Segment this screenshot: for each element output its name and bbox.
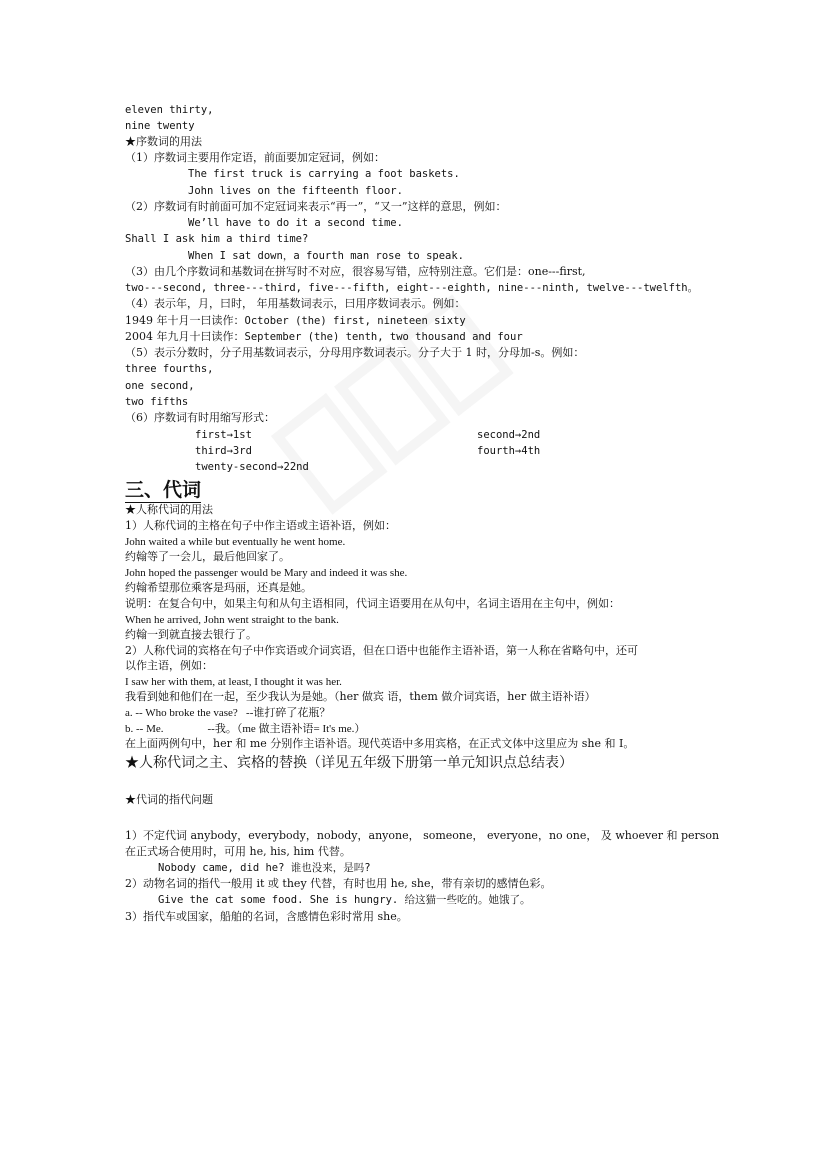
abbreviation-item: first→1st: [195, 429, 252, 441]
example-line: Give the cat some food. She is hungry. 给这猫一些吃的。她饿了。: [158, 894, 531, 906]
section-title-personal-pronouns: ★人称代词的用法: [125, 503, 213, 516]
abbreviation-item: fourth→4th: [477, 445, 541, 457]
text-line: nine twenty: [125, 120, 195, 132]
example-line: three fourths,: [125, 363, 214, 375]
text-line: 说明：在复合句中，如果主句和从句主语相同，代词主语要用在从句中，名词主语用在主句中，例如：: [125, 597, 620, 610]
text-line: eleven thirty,: [125, 104, 214, 116]
example-line: We’ll have to do it a second time.: [188, 217, 403, 229]
text-line: 1）人称代词的主格在句子中作主语或主语补语，例如：: [125, 519, 396, 532]
example-line: Shall I ask him a third time?: [125, 233, 309, 245]
translation-line: 约翰等了一会儿，最后他回家了。: [125, 550, 290, 563]
text-line: （3）由几个序数词和基数词在拼写时不对应，很容易写错，应特别注意。它们是：one---first,: [125, 265, 586, 278]
translation-line: 约翰希望那位乘客是玛丽，还真是她。: [125, 581, 312, 594]
date-label: 1949 年十月一曰读作：: [125, 314, 245, 327]
date-label: 2004 年九月十曰读作：: [125, 330, 245, 343]
example-line: I saw her with them, at least, I thought it was her.: [125, 676, 342, 688]
text-line: 2）动物名词的指代一般用 it 或 they 代替，有时也用 he, she，带有亲切的感情色彩。: [125, 877, 552, 890]
abbreviation-item: second→2nd: [477, 429, 541, 441]
translation-line: 我看到她和他们在一起，至少我认为是她。（her 做宾 语，them 做介词宾语，her 做主语补语）: [125, 690, 596, 703]
example-line: one second,: [125, 380, 195, 392]
abbreviation-item: third→3rd: [195, 445, 252, 457]
example-line: Nobody came, did he? 谁也没来，是吗?: [158, 862, 371, 874]
text-line: [125, 314, 466, 328]
example-line: b. -- Me. --我。（me 做主语补语= It's me.）: [125, 723, 366, 735]
example-line: a. -- Who broke the vase? --谁打碎了花瓶？: [125, 707, 331, 719]
section-title-case-replacement: ★人称代词之主、宾格的替换（详见五年级下册第一单元知识点总结表）: [125, 755, 573, 771]
example-line: John lives on the fifteenth floor.: [188, 185, 403, 197]
text-line: [125, 330, 523, 344]
text-line: （2）序数词有时前面可加不定冠词来表示“再一”，“又一”这样的意思，例如：: [125, 200, 507, 213]
date-reading: September (the) tenth, two thousand and four: [244, 331, 523, 343]
example-line: John hoped the passenger would be Mary and indeed it was she.: [125, 567, 408, 579]
text-line: 在上面两例句中，her 和 me 分别作主语补语。现代英语中多用宾格，在正式文体中这里应为 she 和 I。: [125, 737, 635, 750]
section-title-ordinal-usage: ★序数词的用法: [125, 135, 202, 148]
text-line: 1）不定代词 anybody，everybody，nobody，anyone， someone， everyone，no one， 及 whoever 和 person: [125, 829, 720, 842]
text-line: 3）指代车或国家，船舶的名词，含感情色彩时常用 she。: [125, 910, 408, 923]
example-line: When I sat down，a fourth man rose to speak.: [188, 250, 465, 262]
example-line: When he arrived, John went straight to the bank.: [125, 614, 339, 626]
section-title-reference: ★代词的指代问题: [125, 793, 213, 806]
text-line: 2）人称代词的宾格在句子中作宾语或介词宾语，但在口语中也能作主语补语，第一人称在省略句中，还可: [125, 644, 638, 657]
translation-line: 约翰一到就直接去银行了。: [125, 628, 257, 641]
text-line: （6）序数词有时用缩写形式：: [125, 411, 275, 424]
text-line: （5）表示分数时，分子用基数词表示，分母用序数词表示。分子大于 1 时，分母加-s。例如：: [125, 346, 585, 359]
text-line: （4）表示年，月，曰时， 年用基数词表示，曰用序数词表示。例如：: [125, 297, 466, 310]
example-line: two fifths: [125, 396, 189, 408]
example-line: John waited a while but eventually he went home.: [125, 536, 346, 548]
section-heading-pronouns: 三、代词: [125, 479, 202, 501]
example-line: The first truck is carrying a foot baskets.: [188, 168, 460, 180]
text-line: two---second, three---third, five---fifth, eight---eighth, nine---ninth, twelve---twelfth。: [125, 282, 699, 294]
abbreviation-item: twenty-second→22nd: [195, 461, 309, 473]
text-line: （1）序数词主要用作定语，前面要加定冠词，例如：: [125, 151, 385, 164]
date-reading: October (the) first, nineteen sixty: [244, 315, 466, 327]
text-line: 在正式场合使用时，可用 he, his, him 代替。: [125, 845, 351, 858]
text-line: 以作主语，例如：: [125, 659, 213, 672]
